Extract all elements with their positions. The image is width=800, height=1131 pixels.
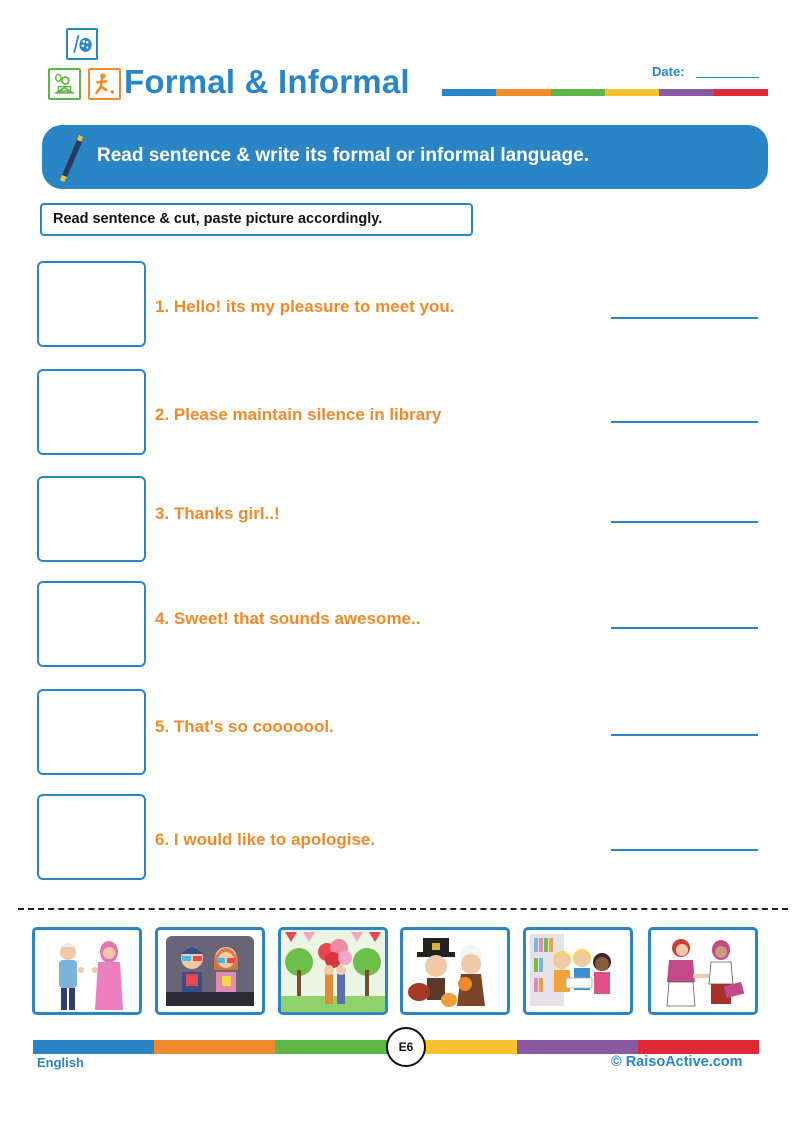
question-row-4 xyxy=(0,581,800,669)
question-row-5 xyxy=(0,689,800,777)
question-row-6 xyxy=(0,794,800,882)
page-code-badge: E6 xyxy=(386,1027,426,1067)
question-text: 2. Please maintain silence in library xyxy=(155,405,442,424)
paste-picture-box[interactable] xyxy=(37,581,146,667)
greeting-people-picture[interactable] xyxy=(32,927,142,1015)
paste-picture-box[interactable] xyxy=(37,689,146,775)
pencil-icon xyxy=(55,133,89,183)
handshake-women-picture[interactable] xyxy=(648,927,758,1015)
question-row-2 xyxy=(0,369,800,457)
reading-child-icon xyxy=(48,68,81,100)
paste-picture-box[interactable] xyxy=(37,369,146,455)
answer-line[interactable] xyxy=(611,734,758,736)
question-text: 3. Thanks girl..! xyxy=(155,504,280,523)
question-row-1 xyxy=(0,261,800,349)
question-text: 5. That's so cooooool. xyxy=(155,717,334,736)
page-title: Formal & Informal xyxy=(124,63,410,100)
pilgrim-kids-picture[interactable] xyxy=(400,927,510,1015)
art-palette-icon xyxy=(66,28,98,60)
question-text: 1. Hello! its my pleasure to meet you. xyxy=(155,297,455,316)
instruction-text: Read sentence & cut, paste picture accordingly. xyxy=(53,211,383,227)
subject-label: English xyxy=(37,1055,84,1070)
date-input-line[interactable] xyxy=(696,77,759,78)
rainbow-underline xyxy=(442,89,768,96)
answer-line[interactable] xyxy=(611,849,758,851)
answer-line[interactable] xyxy=(611,627,758,629)
question-row-3 xyxy=(0,476,800,564)
question-text: 4. Sweet! that sounds awesome.. xyxy=(155,609,421,628)
valentine-park-picture[interactable] xyxy=(278,927,388,1015)
cinema-kids-picture[interactable] xyxy=(155,927,265,1015)
paste-picture-box[interactable] xyxy=(37,261,146,347)
date-label: Date: xyxy=(652,64,685,79)
paste-picture-box[interactable] xyxy=(37,476,146,562)
answer-line[interactable] xyxy=(611,521,758,523)
running-child-icon xyxy=(88,68,121,100)
paste-picture-box[interactable] xyxy=(37,794,146,880)
library-kids-picture[interactable] xyxy=(523,927,633,1015)
answer-line[interactable] xyxy=(611,421,758,423)
cut-line xyxy=(18,908,788,910)
answer-line[interactable] xyxy=(611,317,758,319)
question-text: 6. I would like to apologise. xyxy=(155,830,376,849)
copyright-link[interactable]: © RaisoActive.com xyxy=(611,1054,743,1070)
banner-text: Read sentence & write its formal or informal language. xyxy=(97,145,590,166)
